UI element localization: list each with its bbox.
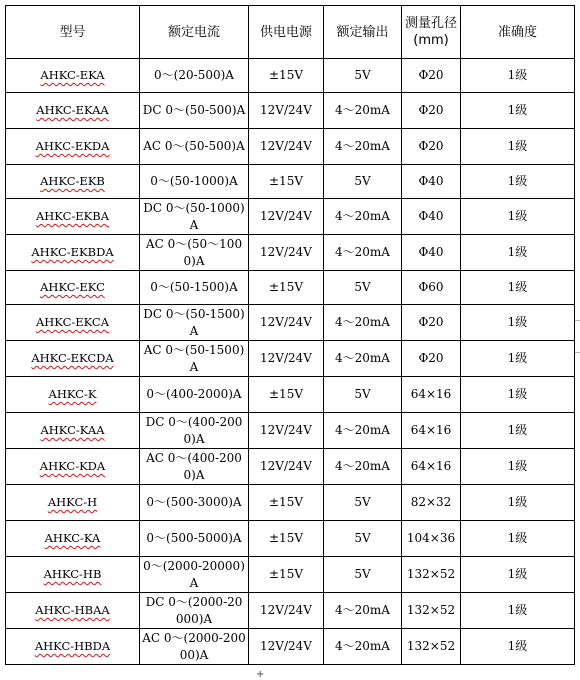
cell-rated-output [324,305,402,341]
table-end-mark: + [256,669,265,680]
cell-accuracy [461,449,575,485]
cell-power-supply [249,305,324,341]
cell-aperture [402,341,461,377]
cell-model [6,129,140,165]
cell-power-supply [249,521,324,557]
cell-aperture [402,521,461,557]
cell-power-supply-text: ±15V [269,531,303,545]
cell-aperture-text: 132×52 [406,603,456,617]
cell-rated-output-text: 4～20mA [335,139,390,153]
cell-rated-current-text: 0～(2000-20000)A [143,558,245,590]
cell-model-text: AHKC-EKBA [35,209,110,223]
cell-model [6,413,140,449]
cell-rated-output-text: 5V [354,174,371,188]
cell-aperture-text: 64×16 [410,387,452,401]
table-row [6,129,575,165]
cell-rated-current [140,271,249,305]
cell-model-text: AHKC-HB [43,567,102,581]
cell-accuracy [461,341,575,377]
cell-accuracy [461,59,575,93]
spec-table [5,5,575,665]
cell-rated-output [324,629,402,665]
cell-rated-output-text: 4～20mA [335,315,390,329]
cell-accuracy-text: 1级 [507,315,528,329]
cell-rated-output-text: 4～20mA [335,639,390,653]
table-row [6,413,575,449]
cell-aperture-text: Φ20 [418,315,444,329]
cell-power-supply [249,271,324,305]
cell-accuracy [461,485,575,521]
cell-rated-output [324,521,402,557]
cell-accuracy-text: 1级 [507,639,528,653]
cell-accuracy [461,557,575,593]
cell-aperture-text: Φ20 [418,68,444,82]
cell-rated-current-text: DC 0～(50-1500)A [143,306,245,338]
cell-accuracy-text: 1级 [507,209,528,223]
cell-rated-output-text: 4～20mA [335,103,390,117]
cell-rated-current-text: AC 0～(50-500)A [143,139,245,153]
cell-rated-current [140,449,249,485]
cell-rated-current-text: AC 0～(50～1000)A [145,236,243,268]
cell-power-supply-text: ±15V [269,495,303,509]
cell-rated-output [324,593,402,629]
cell-model [6,629,140,665]
cell-power-supply-text: 12V/24V [260,315,312,329]
cell-accuracy [461,413,575,449]
header-power-supply: 供电电源 [249,6,324,59]
cell-power-supply [249,485,324,521]
cell-model-text: AHKC-KDA [39,459,106,473]
cell-rated-current [140,377,249,413]
cell-rated-output-text: 4～20mA [335,603,390,617]
cell-aperture [402,199,461,235]
cell-aperture [402,129,461,165]
cell-accuracy-text: 1级 [507,139,528,153]
cell-power-supply-text: 12V/24V [260,245,312,259]
cell-power-supply-text: ±15V [269,174,303,188]
cell-model [6,305,140,341]
table-row [6,93,575,129]
cell-power-supply [249,165,324,199]
cell-model-text: AHKC-EKCDA [31,351,114,365]
cell-rated-current-text: 0～(400-2000)A [146,387,242,401]
cell-rated-current-text: AC 0～(2000-20000)A [142,630,246,662]
cell-aperture-text: 64×16 [410,459,452,473]
cell-rated-output [324,271,402,305]
cell-accuracy [461,93,575,129]
cell-aperture [402,59,461,93]
cell-aperture-text: Φ60 [418,280,444,294]
cell-power-supply [249,557,324,593]
cell-rated-current [140,305,249,341]
cell-rated-output [324,93,402,129]
table-row [6,557,575,593]
cell-model [6,341,140,377]
cell-accuracy-text: 1级 [507,351,528,365]
cell-aperture [402,271,461,305]
cell-power-supply-text: ±15V [269,567,303,581]
cell-rated-current-text: 0～(50-1500)A [150,280,238,294]
cell-rated-current [140,129,249,165]
cell-model [6,377,140,413]
cell-model [6,521,140,557]
cell-rated-output [324,413,402,449]
cell-rated-current [140,593,249,629]
cell-rated-current-text: DC 0～(50-500)A [142,103,246,117]
margin-mark [575,320,580,321]
cell-model-text: AHKC-HBDA [34,639,111,653]
cell-model-text: AHKC-EKCA [35,315,110,329]
table-row [6,377,575,413]
cell-accuracy-text: 1级 [507,68,528,82]
cell-rated-output-text: 5V [354,280,371,294]
cell-model-text: AHKC-H [47,495,98,509]
cell-power-supply-text: ±15V [269,387,303,401]
cell-accuracy [461,593,575,629]
cell-model [6,235,140,271]
cell-power-supply-text: ±15V [269,280,303,294]
cell-aperture [402,305,461,341]
cell-power-supply [249,629,324,665]
table-row [6,485,575,521]
cell-model-text: AHKC-EKBDA [31,245,114,259]
header-model: 型号 [6,6,140,59]
cell-power-supply-text: 12V/24V [260,103,312,117]
cell-power-supply [249,377,324,413]
cell-accuracy [461,305,575,341]
cell-rated-current-text: DC 0～(50-1000)A [143,200,245,232]
cell-rated-output-text: 5V [354,495,371,509]
cell-model [6,485,140,521]
cell-rated-output [324,59,402,93]
header-rated-output: 额定输出 [324,6,402,59]
cell-rated-current-text: AC 0～(400-2000)A [146,450,242,482]
cell-rated-output [324,199,402,235]
cell-accuracy [461,629,575,665]
cell-rated-output [324,341,402,377]
cell-rated-current [140,93,249,129]
cell-aperture [402,449,461,485]
cell-power-supply [249,449,324,485]
cell-model [6,449,140,485]
cell-rated-current [140,521,249,557]
cell-rated-output [324,557,402,593]
margin-mark [575,352,580,353]
cell-accuracy-text: 1级 [507,245,528,259]
table-row [6,449,575,485]
cell-model [6,59,140,93]
cell-accuracy [461,165,575,199]
header-rated-current: 额定电流 [140,6,249,59]
cell-rated-output [324,449,402,485]
cell-accuracy-text: 1级 [507,531,528,545]
cell-rated-output-text: 4～20mA [335,209,390,223]
cell-model-text: AHKC-EKB [40,174,105,188]
cell-aperture [402,485,461,521]
cell-accuracy [461,521,575,557]
cell-aperture [402,593,461,629]
header-aperture [402,6,461,59]
cell-power-supply-text: 12V/24V [260,351,312,365]
cell-rated-current [140,413,249,449]
cell-rated-current-text: 0～(500-5000)A [146,531,242,545]
cell-model-text: AHKC-EKAA [36,103,109,117]
cell-rated-output [324,377,402,413]
cell-accuracy-text: 1级 [507,459,528,473]
cell-model-text: AHKC-EKA [40,68,105,82]
cell-rated-current-text: 0～(500-3000)A [146,495,242,509]
cell-accuracy-text: 1级 [507,603,528,617]
cell-model-text: AHKC-KAA [40,423,105,437]
cell-accuracy-text: 1级 [507,103,528,117]
cell-aperture [402,413,461,449]
cell-power-supply-text: 12V/24V [260,639,312,653]
cell-accuracy-text: 1级 [507,387,528,401]
table-row [6,235,575,271]
cell-power-supply [249,413,324,449]
cell-aperture [402,629,461,665]
cell-aperture-text: 64×16 [410,423,452,437]
cell-rated-current-text: 0～(20-500)A [154,68,234,82]
cell-rated-output [324,485,402,521]
cell-aperture-text: 132×52 [406,567,456,581]
cell-model-text: AHKC-KA [44,531,101,545]
cell-rated-output-text: 5V [354,68,371,82]
cell-model-text: AHKC-EKDA [35,139,110,153]
cell-power-supply [249,235,324,271]
cell-rated-output [324,129,402,165]
cell-accuracy [461,271,575,305]
cell-rated-output-text: 4～20mA [335,459,390,473]
cell-model [6,271,140,305]
cell-rated-current-text: DC 0～(400-2000)A [145,414,243,446]
table-row [6,305,575,341]
cell-rated-current [140,341,249,377]
table-row [6,165,575,199]
cell-aperture-text: Φ40 [418,209,444,223]
cell-power-supply [249,593,324,629]
table-row [6,199,575,235]
cell-rated-current-text: 0～(50-1000)A [150,174,238,188]
cell-aperture [402,557,461,593]
cell-rated-output-text: 5V [354,567,371,581]
cell-aperture-text: 104×36 [406,531,456,545]
cell-aperture [402,235,461,271]
cell-rated-output-text: 4～20mA [335,423,390,437]
cell-power-supply [249,341,324,377]
cell-power-supply [249,199,324,235]
cell-model [6,93,140,129]
header-accuracy: 准确度 [461,6,575,59]
table-header-row [6,6,575,59]
cell-model [6,165,140,199]
cell-rated-current-text: DC 0～(2000-20000)A [145,594,243,626]
cell-rated-current [140,165,249,199]
cell-model [6,593,140,629]
cell-aperture-text: 82×32 [410,495,452,509]
cell-aperture [402,93,461,129]
table-body [6,59,575,665]
cell-power-supply-text: 12V/24V [260,459,312,473]
cell-accuracy-text: 1级 [507,174,528,188]
cell-aperture-text: 132×52 [406,639,456,653]
cell-rated-current [140,485,249,521]
cell-rated-output-text: 5V [354,531,371,545]
cell-aperture-text: Φ40 [418,174,444,188]
header-aperture-label: 测量孔径(mm) [404,16,457,48]
cell-power-supply [249,129,324,165]
cell-power-supply [249,93,324,129]
cell-aperture [402,165,461,199]
cell-accuracy-text: 1级 [507,495,528,509]
cell-rated-current-text: AC 0～(50-1500)A [143,342,245,374]
cell-aperture-text: Φ20 [418,139,444,153]
cell-accuracy [461,377,575,413]
cell-accuracy-text: 1级 [507,280,528,294]
cell-rated-current [140,235,249,271]
cell-rated-current [140,557,249,593]
cell-power-supply-text: 12V/24V [260,209,312,223]
cell-model-text: AHKC-K [48,387,97,401]
cell-model-text: AHKC-EKC [40,280,105,294]
cell-power-supply-text: 12V/24V [260,139,312,153]
cell-power-supply-text: ±15V [269,68,303,82]
cell-aperture [402,377,461,413]
cell-accuracy-text: 1级 [507,567,528,581]
cell-power-supply-text: 12V/24V [260,423,312,437]
cell-accuracy [461,129,575,165]
cell-rated-current [140,629,249,665]
table-row [6,593,575,629]
cell-accuracy-text: 1级 [507,423,528,437]
cell-model [6,557,140,593]
cell-aperture-text: Φ20 [418,103,444,117]
cell-rated-output [324,235,402,271]
cell-power-supply [249,59,324,93]
cell-model [6,199,140,235]
cell-rated-current [140,59,249,93]
table-row [6,521,575,557]
cell-aperture-text: Φ20 [418,351,444,365]
table-row [6,629,575,665]
cell-aperture-text: Φ40 [418,245,444,259]
cell-rated-output [324,165,402,199]
cell-model-text: AHKC-HBAA [35,603,110,617]
table-row [6,341,575,377]
cell-rated-output-text: 4～20mA [335,245,390,259]
cell-accuracy [461,199,575,235]
cell-accuracy [461,235,575,271]
cell-rated-current [140,199,249,235]
table-row [6,59,575,93]
cell-power-supply-text: 12V/24V [260,603,312,617]
cell-rated-output-text: 4～20mA [335,351,390,365]
cell-rated-output-text: 5V [354,387,371,401]
table-row [6,271,575,305]
